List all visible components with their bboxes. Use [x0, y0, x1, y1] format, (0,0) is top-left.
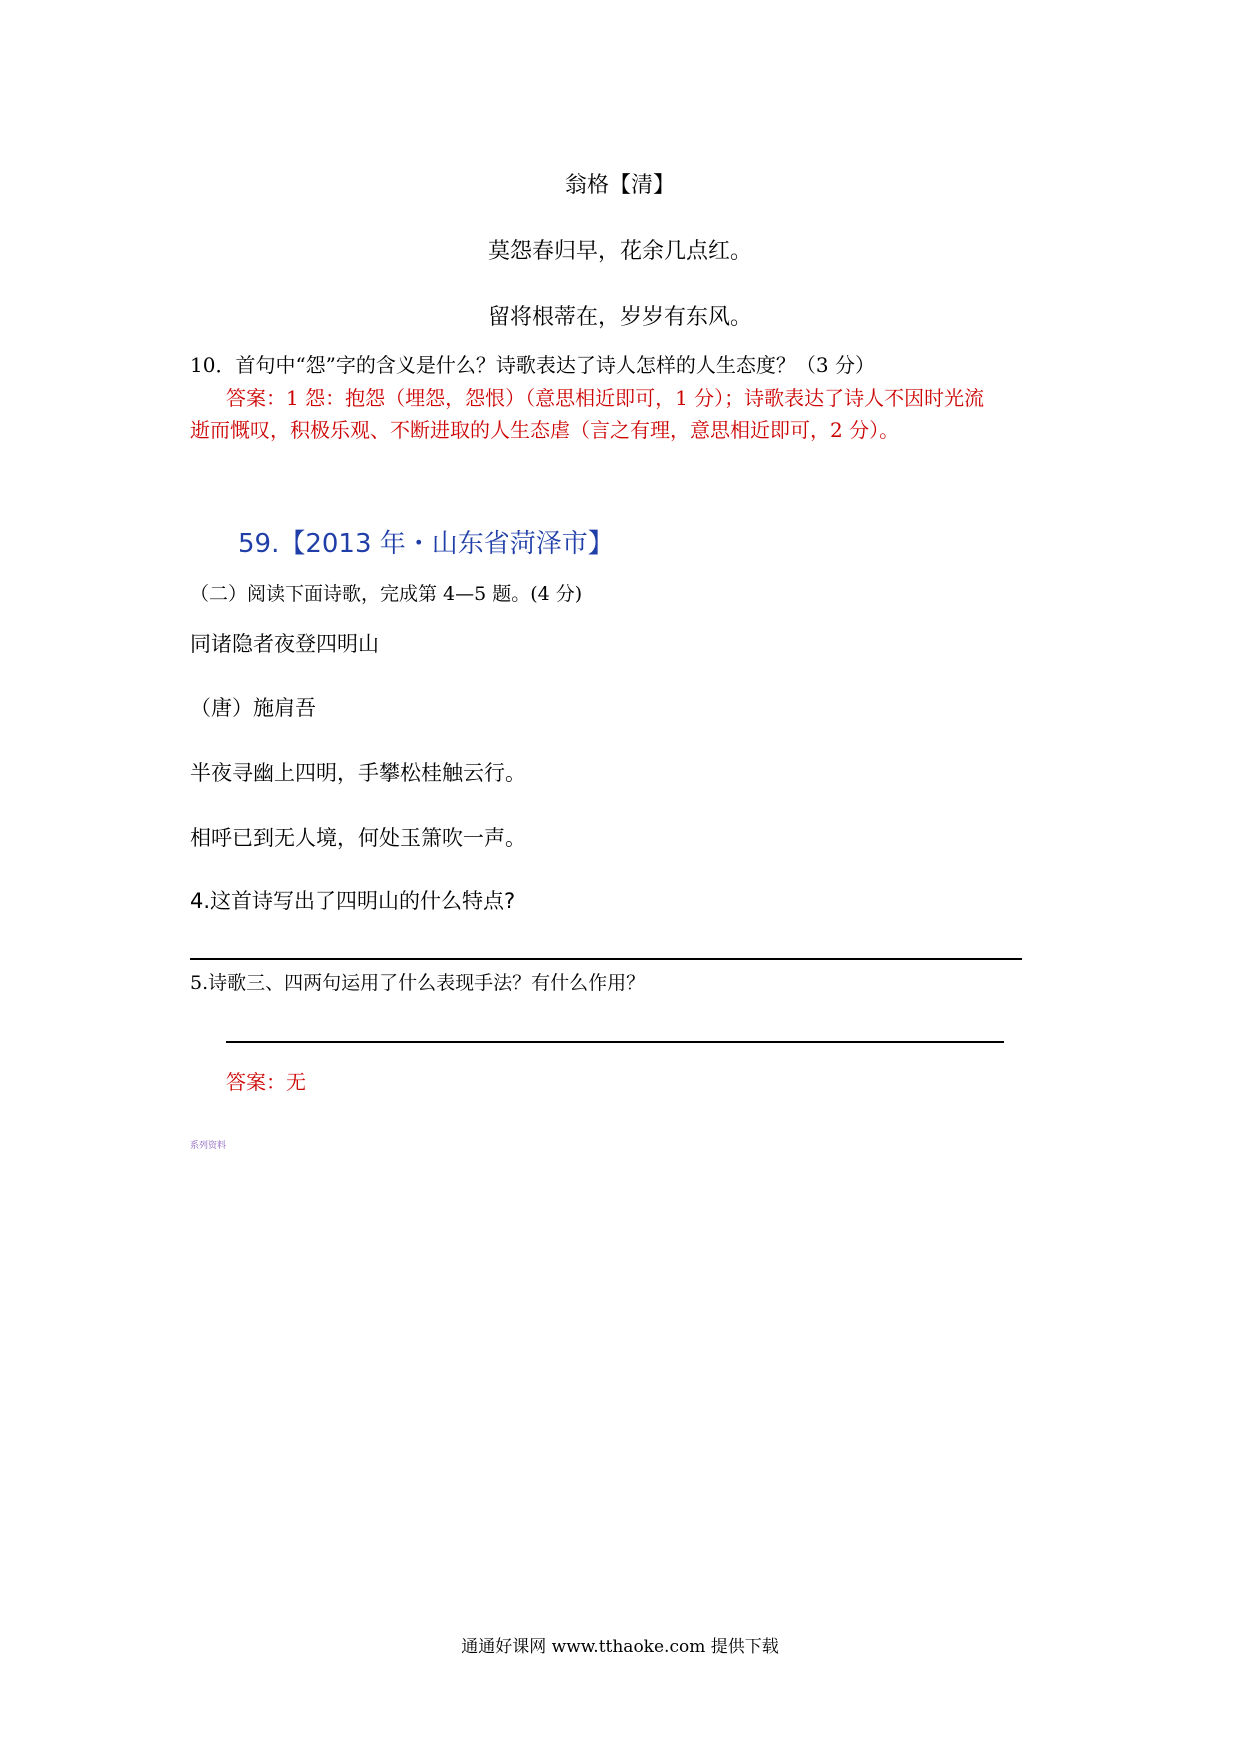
answer-5: 答案：无 — [226, 1070, 306, 1094]
poem-author-2: （唐）施肩吾 — [190, 696, 316, 720]
question-5: 5.诗歌三、四两句运用了什么表现手法？有什么作用？ — [190, 972, 646, 994]
poem-2-line-2: 相呼已到无人境，何处玉箫吹一声。 — [190, 826, 526, 850]
poem-line-1: 莫怨春归早，花余几点红。 — [487, 239, 752, 264]
poem-line-2: 留将根蒂在，岁岁有东风。 — [487, 305, 752, 330]
reading-instructions: （二）阅读下面诗歌，完成第 4—5 题。(4 分) — [190, 583, 583, 605]
poem-2-line-1: 半夜寻幽上四明，手攀松桂触云行。 — [190, 761, 526, 785]
page-footer: 通通好课网 www.tthaoke.com 提供下载 — [461, 1637, 779, 1657]
small-watermark: 系列资料 — [190, 1141, 227, 1151]
section-heading: 59.【2013 年・山东省菏泽市】 — [238, 529, 614, 559]
answer-line-1 — [190, 958, 1022, 960]
poem-title: 同诸隐者夜登四明山 — [190, 632, 379, 656]
answer-10-line-1: 答案：1 怨：抱怨（埋怨，怨恨）（意思相近即可，1 分）；诗歌表达了诗人不因时光流 — [226, 386, 985, 410]
question-4: 4.这首诗写出了四明山的什么特点? — [190, 889, 516, 913]
poem-author: 翁格【清】 — [564, 173, 675, 198]
answer-10-line-2: 逝而慨叹，积极乐观、不断进取的人生态虐（言之有理，意思相近即可，2 分）。 — [190, 418, 900, 442]
answer-line-2 — [226, 1041, 1004, 1043]
question-10: 10．首句中“怨”字的含义是什么？诗歌表达了诗人怎样的人生态度？（3 分） — [190, 353, 875, 377]
